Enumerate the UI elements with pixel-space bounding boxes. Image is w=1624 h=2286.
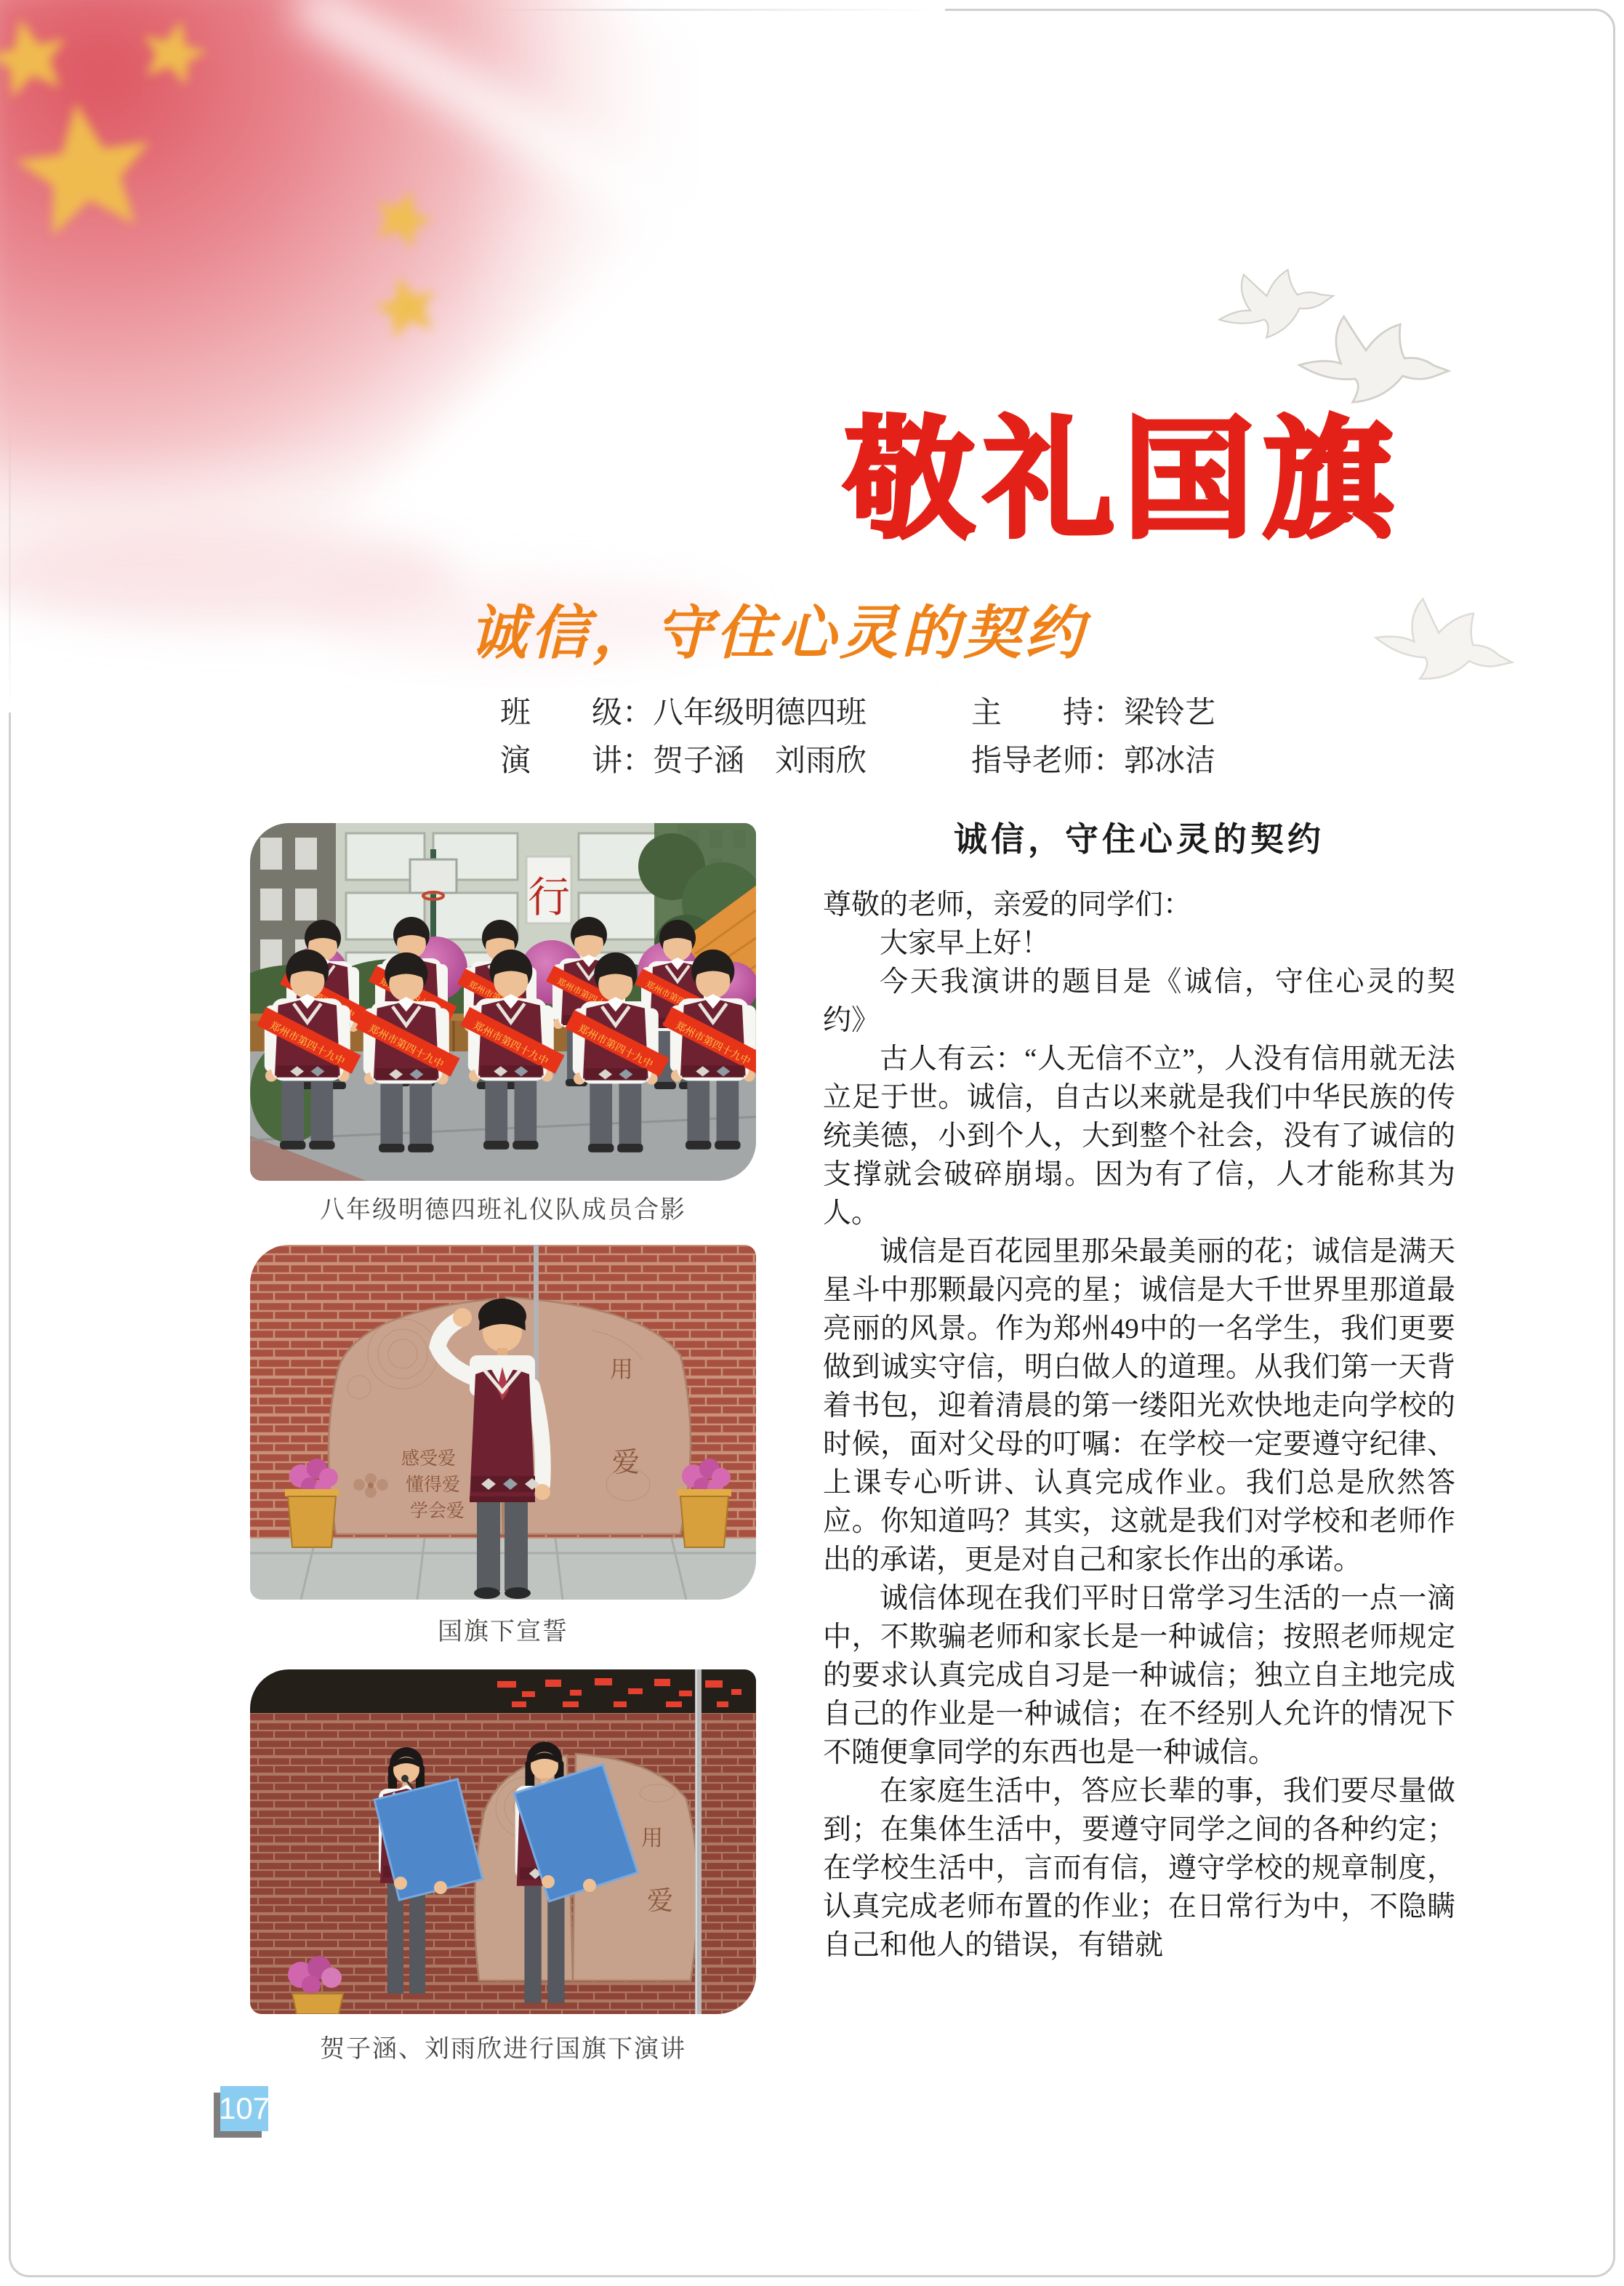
speech-paragraph: 古人有云：“人无信不立”，人没有信用就无法立足于世。诚信，自古以来就是我们中华民族的传统美德，小到个人，大到整个社会，没有了诚信的支撑就会破碎崩塌。因为有了信，人才能称其为人。 (823, 1043, 1455, 1229)
speech-paragraph: 今天我演讲的题目是《诚信，守住心灵的契约》 (823, 966, 1455, 1036)
relief-text: 感受爱 (401, 1449, 457, 1469)
credit-host: 主 持：梁铃艺 (971, 697, 1216, 730)
credits (500, 689, 1227, 785)
speech-paragraph: 在家庭生活中，答应长辈的事，我们要尽量做到；在集体生活中，要遵守同学之间的各种约定；在学校生活中，言而有信，遵守学校的规章制度，认真完成老师布置的作业；在日常行为中，不隐瞒自己和他人的错误，有错就 (823, 1776, 1455, 1961)
speech-title: 诚信，守住心灵的契约 (954, 821, 1324, 858)
page-subtitle: 诚信，守住心灵的契约 (469, 602, 1087, 666)
relief-text: 懂得爱 (406, 1475, 461, 1495)
credit-row (500, 689, 1227, 737)
relief-text: 用 (610, 1356, 634, 1382)
credit-class: 班 级：八年级明德四班 (500, 697, 867, 730)
relief-text: 爱 (647, 1886, 674, 1915)
speech-article (823, 819, 1455, 1965)
credit-speakers: 演 讲：贺子涵 刘雨欣 (500, 745, 867, 778)
credit-advisor: 指导老师：郭冰洁 (971, 745, 1216, 778)
speech-paragraph: 尊敬的老师，亲爱的同学们： (823, 889, 1192, 921)
dove-icon (1371, 560, 1538, 705)
photo-speech (250, 1669, 756, 2014)
credit-row (500, 737, 1227, 785)
relief-text: 用 (641, 1826, 663, 1850)
photo-caption: 国旗下宣誓 (438, 1618, 568, 1645)
relief-text: 爱 (612, 1448, 640, 1478)
page-title: 敬礼国旗 (843, 407, 1402, 553)
photo-caption: 贺子涵、刘雨欣进行国旗下演讲 (320, 2035, 686, 2063)
photo-caption: 八年级明德四班礼仪队成员合影 (320, 1196, 686, 1224)
photo-pledge (250, 1245, 756, 1600)
building-sign: 行 (527, 874, 571, 921)
speech-paragraph: 诚信是百花园里那朵最美丽的花；诚信是满天星斗中那颗最闪亮的星；诚信是大千世界里那道最亮丽的风景。作为郑州49中的一名学生，我们更要做到诚实守信，明白做人的道理。从我们第一天背着书包，迎着清晨的第一缕阳光欢快地走向学校的时候，面对父母的叮嘱：在学校一定要遵守纪律、上课专心听讲、认真完成作业。我们总是欣然答应。你知道吗？其实，这就是我们对学校和老师作出的承诺，更是对自己和家长作出的承诺。 (823, 1236, 1455, 1576)
relief-text: 学会爱 (410, 1501, 465, 1521)
photo-group (250, 823, 756, 1181)
speech-paragraph: 诚信体现在我们平时日常学习生活的一点一滴中，不欺骗老师和家长是一种诚信；按照老师规定的要求认真完成自习是一种诚信；独立自主地完成自己的作业是一种诚信；在不经别人允许的情况下不随便拿同学的东西也是一种诚信。 (823, 1583, 1455, 1768)
speech-paragraph: 大家早上好！ (880, 928, 1050, 959)
page-number-badge: 107 (220, 2086, 268, 2131)
